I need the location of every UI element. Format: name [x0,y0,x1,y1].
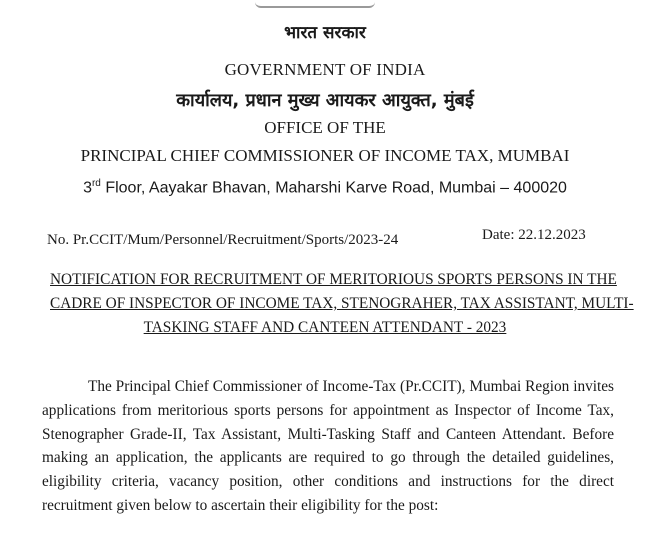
header-office-name: PRINCIPAL CHIEF COMMISSIONER OF INCOME TAX, MUMBAI [80,146,570,165]
notification-line: CADRE OF INSPECTOR OF INCOME TAX, STENOGRAHER, TAX ASSISTANT, MULTI- [50,295,634,312]
body-line: The Principal Chief Commissioner of Income-Tax (Pr.CCIT), Mumbai Region invites [88,378,614,395]
notification-title [50,268,634,340]
body-line: recruitment given below to ascertain their eligibility for the post: [42,496,439,514]
document-date: Date: 22.12.2023 [482,227,586,243]
notification-line: NOTIFICATION FOR RECRUITMENT OF MERITORIOUS SPORTS PERSONS IN THE [50,271,617,288]
reference-number: No. Pr.CCIT/Mum/Personnel/Recruitment/Sports/2023-24 [47,232,399,248]
header-government-of-india: GOVERNMENT OF INDIA [224,60,426,79]
office-address [0,178,650,197]
notification-line: TASKING STAFF AND CANTEEN ATTENDANT - 2023 [143,319,507,336]
body-line: Stenographer Grade-II, Tax Assistant, Multi-Tasking Staff and Canteen Attendant. Before [42,425,614,443]
header-office-of-the: OFFICE OF THE [264,118,386,137]
body-paragraph [42,375,614,518]
header-hindi-office: कार्यालय, प्रधान मुख्य आयकर आयुक्त, मुंबई [176,90,474,111]
address-text: Floor, Aayakar Bhavan, Maharshi Karve Road, Mumbai – 400020 [100,179,567,197]
body-line: making an application, the applicants are required to go through the detailed guidelines, [42,449,614,467]
emblem-graphic [255,0,375,8]
header-hindi-government: भारत सरकार [284,23,366,43]
address-floor-suffix: rd [91,178,101,189]
body-line: applications from meritorious sports persons for appointment as Inspector of Income Tax, [42,401,614,419]
address-floor-number: 3 [83,179,92,197]
body-line: eligibility criteria, vacancy position, other conditions and instructions for the direct [42,473,614,491]
